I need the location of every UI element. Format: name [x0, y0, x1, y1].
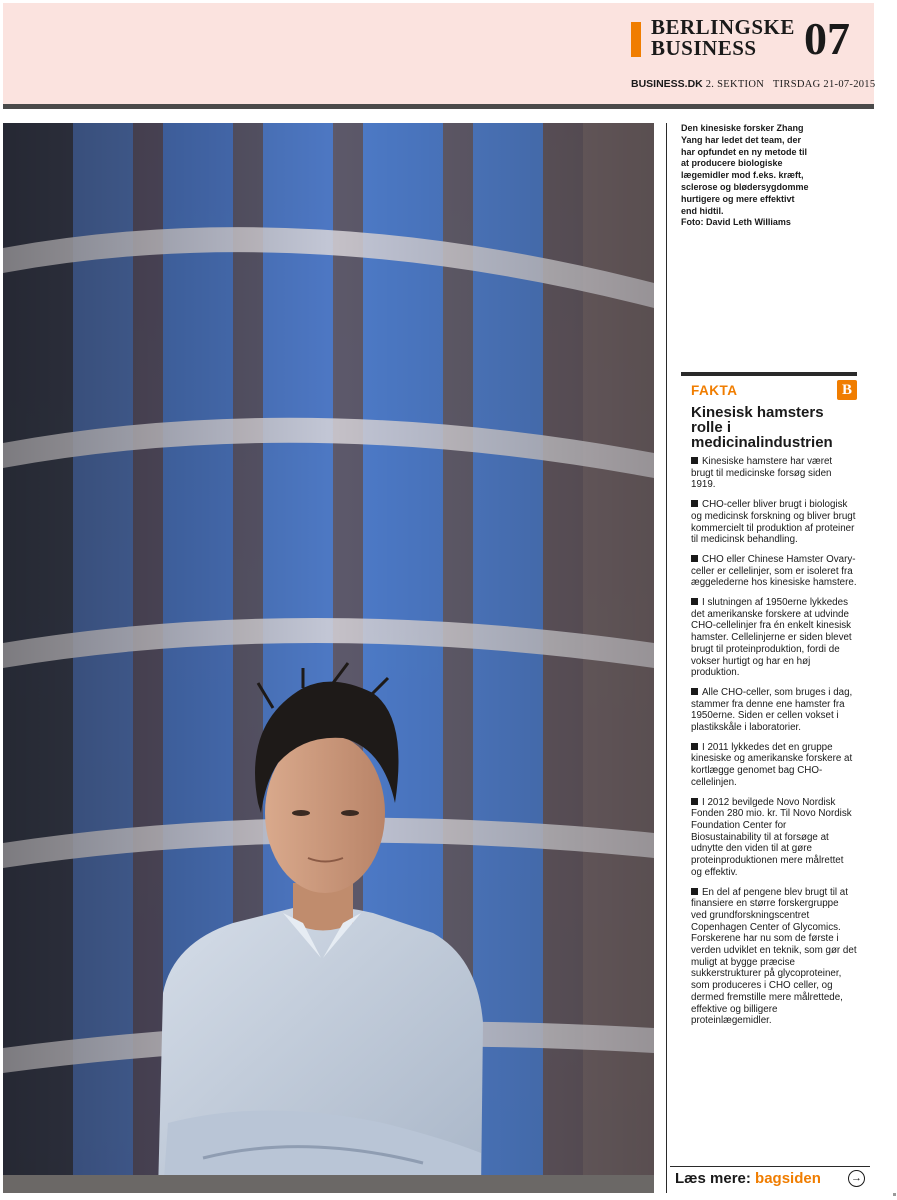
fakta-header	[681, 376, 857, 400]
header-divider	[3, 104, 874, 109]
photo-credit: Foto: David Leth Williams	[681, 217, 791, 228]
masthead-accent-bar	[631, 22, 641, 57]
issue-date: TIRSDAG 21-07-2015	[772, 79, 876, 90]
bullet-square-icon	[691, 798, 698, 805]
page-number: 07	[804, 13, 850, 64]
fakta-item	[691, 887, 857, 1027]
fakta-item	[691, 554, 857, 589]
photo-caption	[681, 123, 811, 229]
site-link[interactable]: BUSINESS.DK	[631, 78, 703, 90]
arrow-right-circle-icon[interactable]: →	[848, 1170, 865, 1187]
fakta-item	[691, 597, 857, 679]
bullet-square-icon	[691, 500, 698, 507]
bullet-square-icon	[691, 888, 698, 895]
berlingske-logo-icon: B	[837, 380, 857, 400]
photo-illustration	[3, 123, 654, 1193]
fakta-item-text: En del af pengene blev brugt til at finansiere en større forskergruppe ved grundforskningscentret Copenhagen Center of Glycomics. Forskerene har nu som de første i verden udviklet en teknik, som gør det muligt at bygge præcise sukkerstrukturer på glycoproteiner, som produceres i CHO celler, og dermed fremstille mere målrettede, effektive og billigere proteinlægemidler.	[691, 886, 857, 1027]
read-more-text[interactable]	[675, 1170, 821, 1188]
section-label: 2. SEKTION	[705, 79, 765, 90]
masthead-line-2: BUSINESS	[651, 36, 757, 60]
fakta-item-text: Kinesiske hamstere har været brugt til medicinske forsøg siden 1919.	[691, 456, 833, 491]
caption-text: Den kinesiske forsker Zhang Yang har ledet det team, der har opfundet en ny metode til at producere biologiske lægemidler mod f.eks. kræft, sclerose og blødersygdomme hurtigere og mere effektivt end hidtil.	[681, 123, 809, 216]
header-meta	[631, 77, 876, 92]
bullet-square-icon	[691, 457, 698, 464]
footer-rule	[670, 1166, 870, 1167]
bullet-square-icon	[691, 743, 698, 750]
fakta-title: Kinesisk hamsters rolle i medicinalindustrien	[691, 404, 833, 451]
fakta-item-text: I 2012 bevilgede Novo Nordisk Fonden 280 mio. kr. Til Novo Nordisk Foundation Center for Biosustainability til at forsøge at udnytte den viden til at gøre proteinproduktionen mere målrettet og effektiv.	[691, 796, 852, 878]
page-edge-mark	[893, 1193, 896, 1196]
bullet-square-icon	[691, 688, 698, 695]
fakta-item	[691, 742, 857, 789]
read-more-link[interactable]: bagsiden	[755, 1170, 821, 1187]
fakta-item	[691, 797, 857, 879]
fakta-item-text: CHO eller Chinese Hamster Ovary-celler er cellelinjer, som er isoleret fra æggelederne hos kinesiske hamstere.	[691, 553, 857, 589]
bullet-square-icon	[691, 598, 698, 605]
read-more-footer[interactable]	[670, 1166, 870, 1192]
fakta-item	[691, 456, 857, 491]
fakta-item-text: I 2011 lykkedes det en gruppe kinesiske og amerikanske forskere at kortlægge genomet bag CHO-cellelinjen.	[691, 741, 853, 788]
fakta-label: FAKTA	[691, 383, 738, 398]
portrait-photo	[3, 123, 654, 1193]
fakta-item	[691, 499, 857, 546]
masthead-title	[651, 17, 801, 59]
fakta-list	[681, 456, 857, 1027]
bullet-square-icon	[691, 555, 698, 562]
read-more-label: Læs mere:	[675, 1170, 751, 1187]
column-divider	[666, 123, 667, 1193]
masthead-line-1: BERLINGSKE	[651, 15, 795, 39]
fakta-box	[681, 372, 857, 1035]
fakta-item-text: I slutningen af 1950erne lykkedes det amerikanske forskere at udvinde CHO-cellelinjer fra én enkelt kinesisk hamster. Cellelinjerne er siden blevet brugt til proteinproduktion, fordi de vokser hurtigt og har en høj produktion.	[691, 597, 852, 679]
fakta-item	[691, 687, 857, 734]
fakta-item-text: Alle CHO-celler, som bruges i dag, stammer fra denne ene hamster fra 1950erne. Siden er cellen vokset i plastikskåle i laboratorier.	[691, 686, 853, 734]
fakta-item-text: CHO-celler bliver brugt i biologisk og medicinsk forskning og bliver brugt kommercielt til produktion af proteiner til medicinsk behandling.	[691, 499, 856, 546]
